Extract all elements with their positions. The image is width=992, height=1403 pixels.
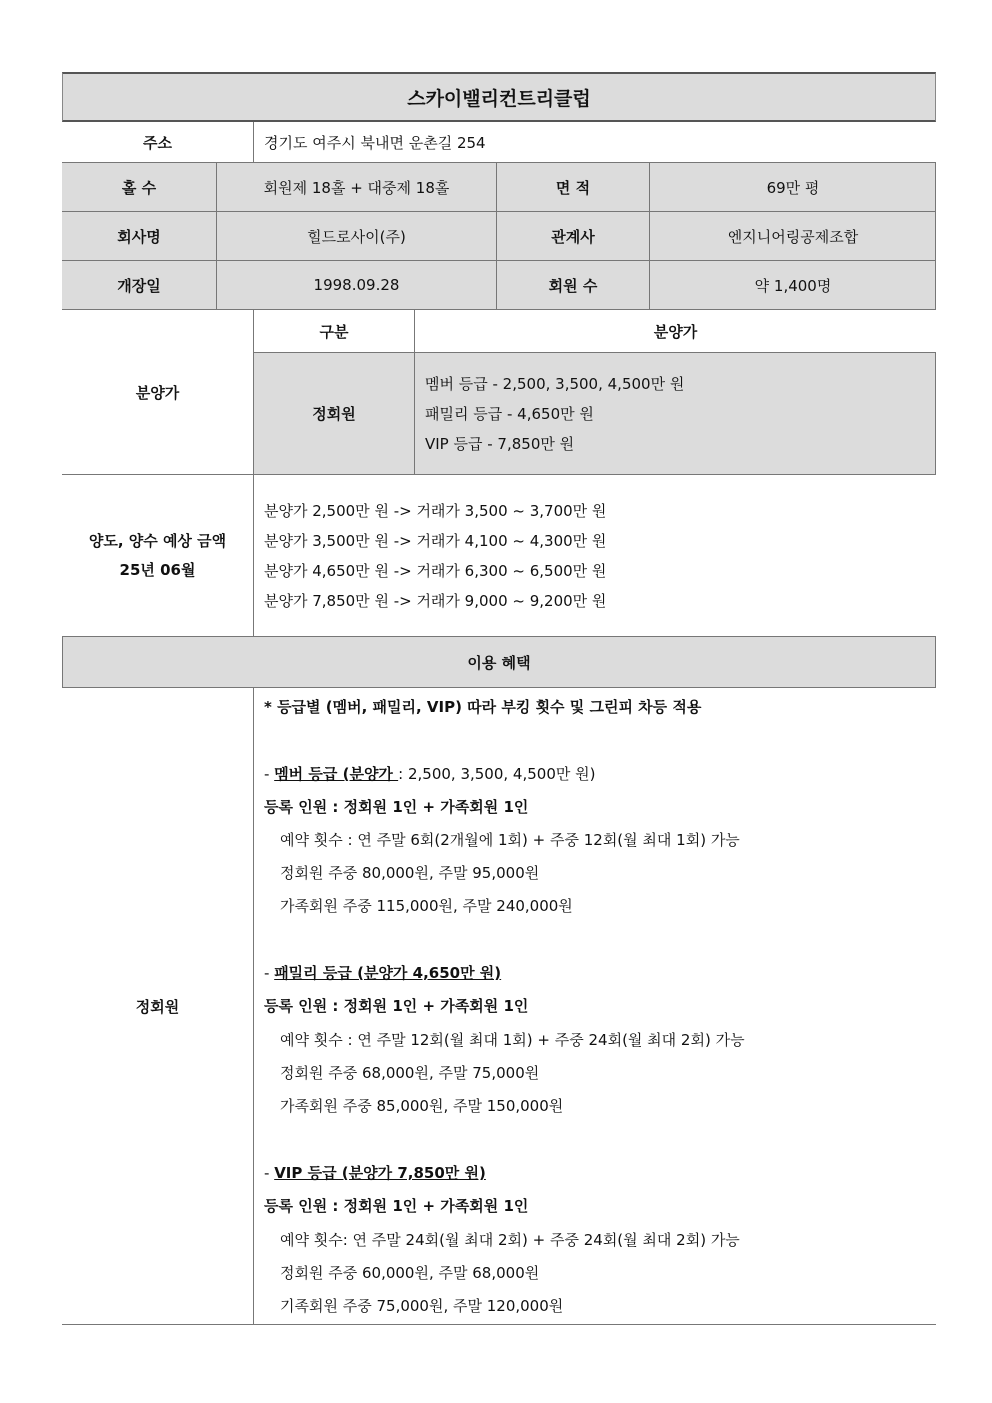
family-grade-title (264, 962, 501, 983)
transfer-label-line: 양도, 양수 예상 금액 (88, 531, 227, 550)
vip-register: 등록 인원 : 정회원 1인 + 가족회원 1인 (264, 1197, 529, 1215)
area-label: 면 적 (555, 178, 591, 197)
vip-family-fee: 기족회원 주중 75,000원, 주말 120,000원 (280, 1297, 564, 1315)
divider (62, 1324, 936, 1325)
vip-grade-name: VIP 등급 (분양가 7,850만 원) (274, 1164, 486, 1182)
family-register: 등록 인원 : 정회원 1인 + 가족회원 1인 (264, 997, 529, 1015)
member-grade-price: : 2,500, 3,500, 4,500만 원) (398, 765, 596, 783)
page-title: 스카이밸리컨트리클럽 (62, 72, 936, 122)
company-label: 회사명 (117, 227, 161, 246)
transfer-label-line: 25년 06월 (119, 560, 196, 579)
presale-price-line: VIP 등급 - 7,850만 원 (425, 435, 575, 453)
member-grade-title (264, 763, 595, 784)
holes-value: 회원제 18홀 + 대중제 18홀 (263, 178, 450, 197)
family-grade-dash: - (264, 964, 275, 982)
vip-regular-fee: 정회원 주중 60,000원, 주말 68,000원 (280, 1264, 540, 1282)
family-booking: 예약 횟수 : 연 주말 12회(월 최대 1회) + 주중 24회(월 최대 2회) 가능 (280, 1031, 745, 1049)
address-label: 주소 (143, 134, 172, 152)
members-label: 회원 수 (548, 276, 598, 295)
transfer-price-list (264, 475, 924, 636)
transfer-price-line: 분양가 4,650만 원 -> 거래가 6,300 ~ 6,500만 원 (264, 562, 607, 580)
opening-label: 개장일 (117, 276, 161, 295)
member-register: 등록 인원 : 정회원 1인 + 가족회원 1인 (264, 798, 529, 816)
holes-label: 홀 수 (121, 178, 157, 197)
members-value: 약 1,400명 (754, 276, 832, 295)
transfer-price-line: 분양가 3,500만 원 -> 거래가 4,100 ~ 4,300만 원 (264, 532, 607, 550)
presale-col-header-price: 분양가 (653, 322, 698, 341)
affiliate-label: 관계사 (551, 227, 595, 246)
member-family-fee: 가족회원 주중 115,000원, 주말 240,000원 (280, 897, 573, 915)
member-grade-name: 멤버 등급 (분양가 (274, 765, 399, 783)
presale-col-header-category: 구분 (319, 322, 349, 341)
family-regular-fee: 정회원 주중 68,000원, 주말 75,000원 (280, 1064, 540, 1082)
presale-price-line: 멤버 등급 - 2,500, 3,500, 4,500만 원 (425, 375, 685, 393)
member-regular-fee: 정회원 주중 80,000원, 주말 95,000원 (280, 864, 540, 882)
transfer-price-line: 분양가 7,850만 원 -> 거래가 9,000 ~ 9,200만 원 (264, 592, 607, 610)
area-value: 69만 평 (766, 178, 820, 197)
divider (935, 352, 936, 474)
family-grade-name: 패밀리 등급 (분양가 4,650만 원) (274, 964, 502, 982)
benefits-details (264, 688, 929, 1324)
benefits-row-label: 정회원 (135, 997, 180, 1016)
opening-value: 1998.09.28 (313, 276, 400, 294)
member-booking: 예약 횟수 : 연 주말 6회(2개월에 1회) + 주중 12회(월 최대 1회) 가능 (280, 831, 740, 849)
company-value: 힐드로사이(주) (307, 227, 406, 246)
transfer-label (62, 475, 253, 636)
family-family-fee: 가족회원 주중 85,000원, 주말 150,000원 (280, 1097, 564, 1115)
presale-label: 분양가 (135, 383, 180, 402)
affiliate-value: 엔지니어링공제조합 (727, 227, 859, 246)
divider (253, 687, 254, 1324)
vip-grade-title (264, 1162, 486, 1183)
presale-price-line: 패밀리 등급 - 4,650만 원 (425, 405, 594, 423)
address-value: 경기도 여주시 북내면 운촌길 254 (264, 134, 486, 152)
presale-price-list (425, 353, 925, 474)
vip-booking: 예약 횟수: 연 주말 24회(월 최대 2회) + 주중 24회(월 최대 2회) 가능 (280, 1231, 740, 1249)
presale-row-label: 정회원 (312, 405, 356, 423)
member-grade-dash: - (264, 765, 275, 783)
benefits-note: * 등급별 (멤버, 패밀리, VIP) 따라 부킹 횟수 및 그린피 차등 적용 (264, 698, 702, 716)
vip-grade-dash: - (264, 1164, 275, 1182)
benefits-header: 이용 혜택 (467, 653, 531, 672)
transfer-price-line: 분양가 2,500만 원 -> 거래가 3,500 ~ 3,700만 원 (264, 502, 607, 520)
